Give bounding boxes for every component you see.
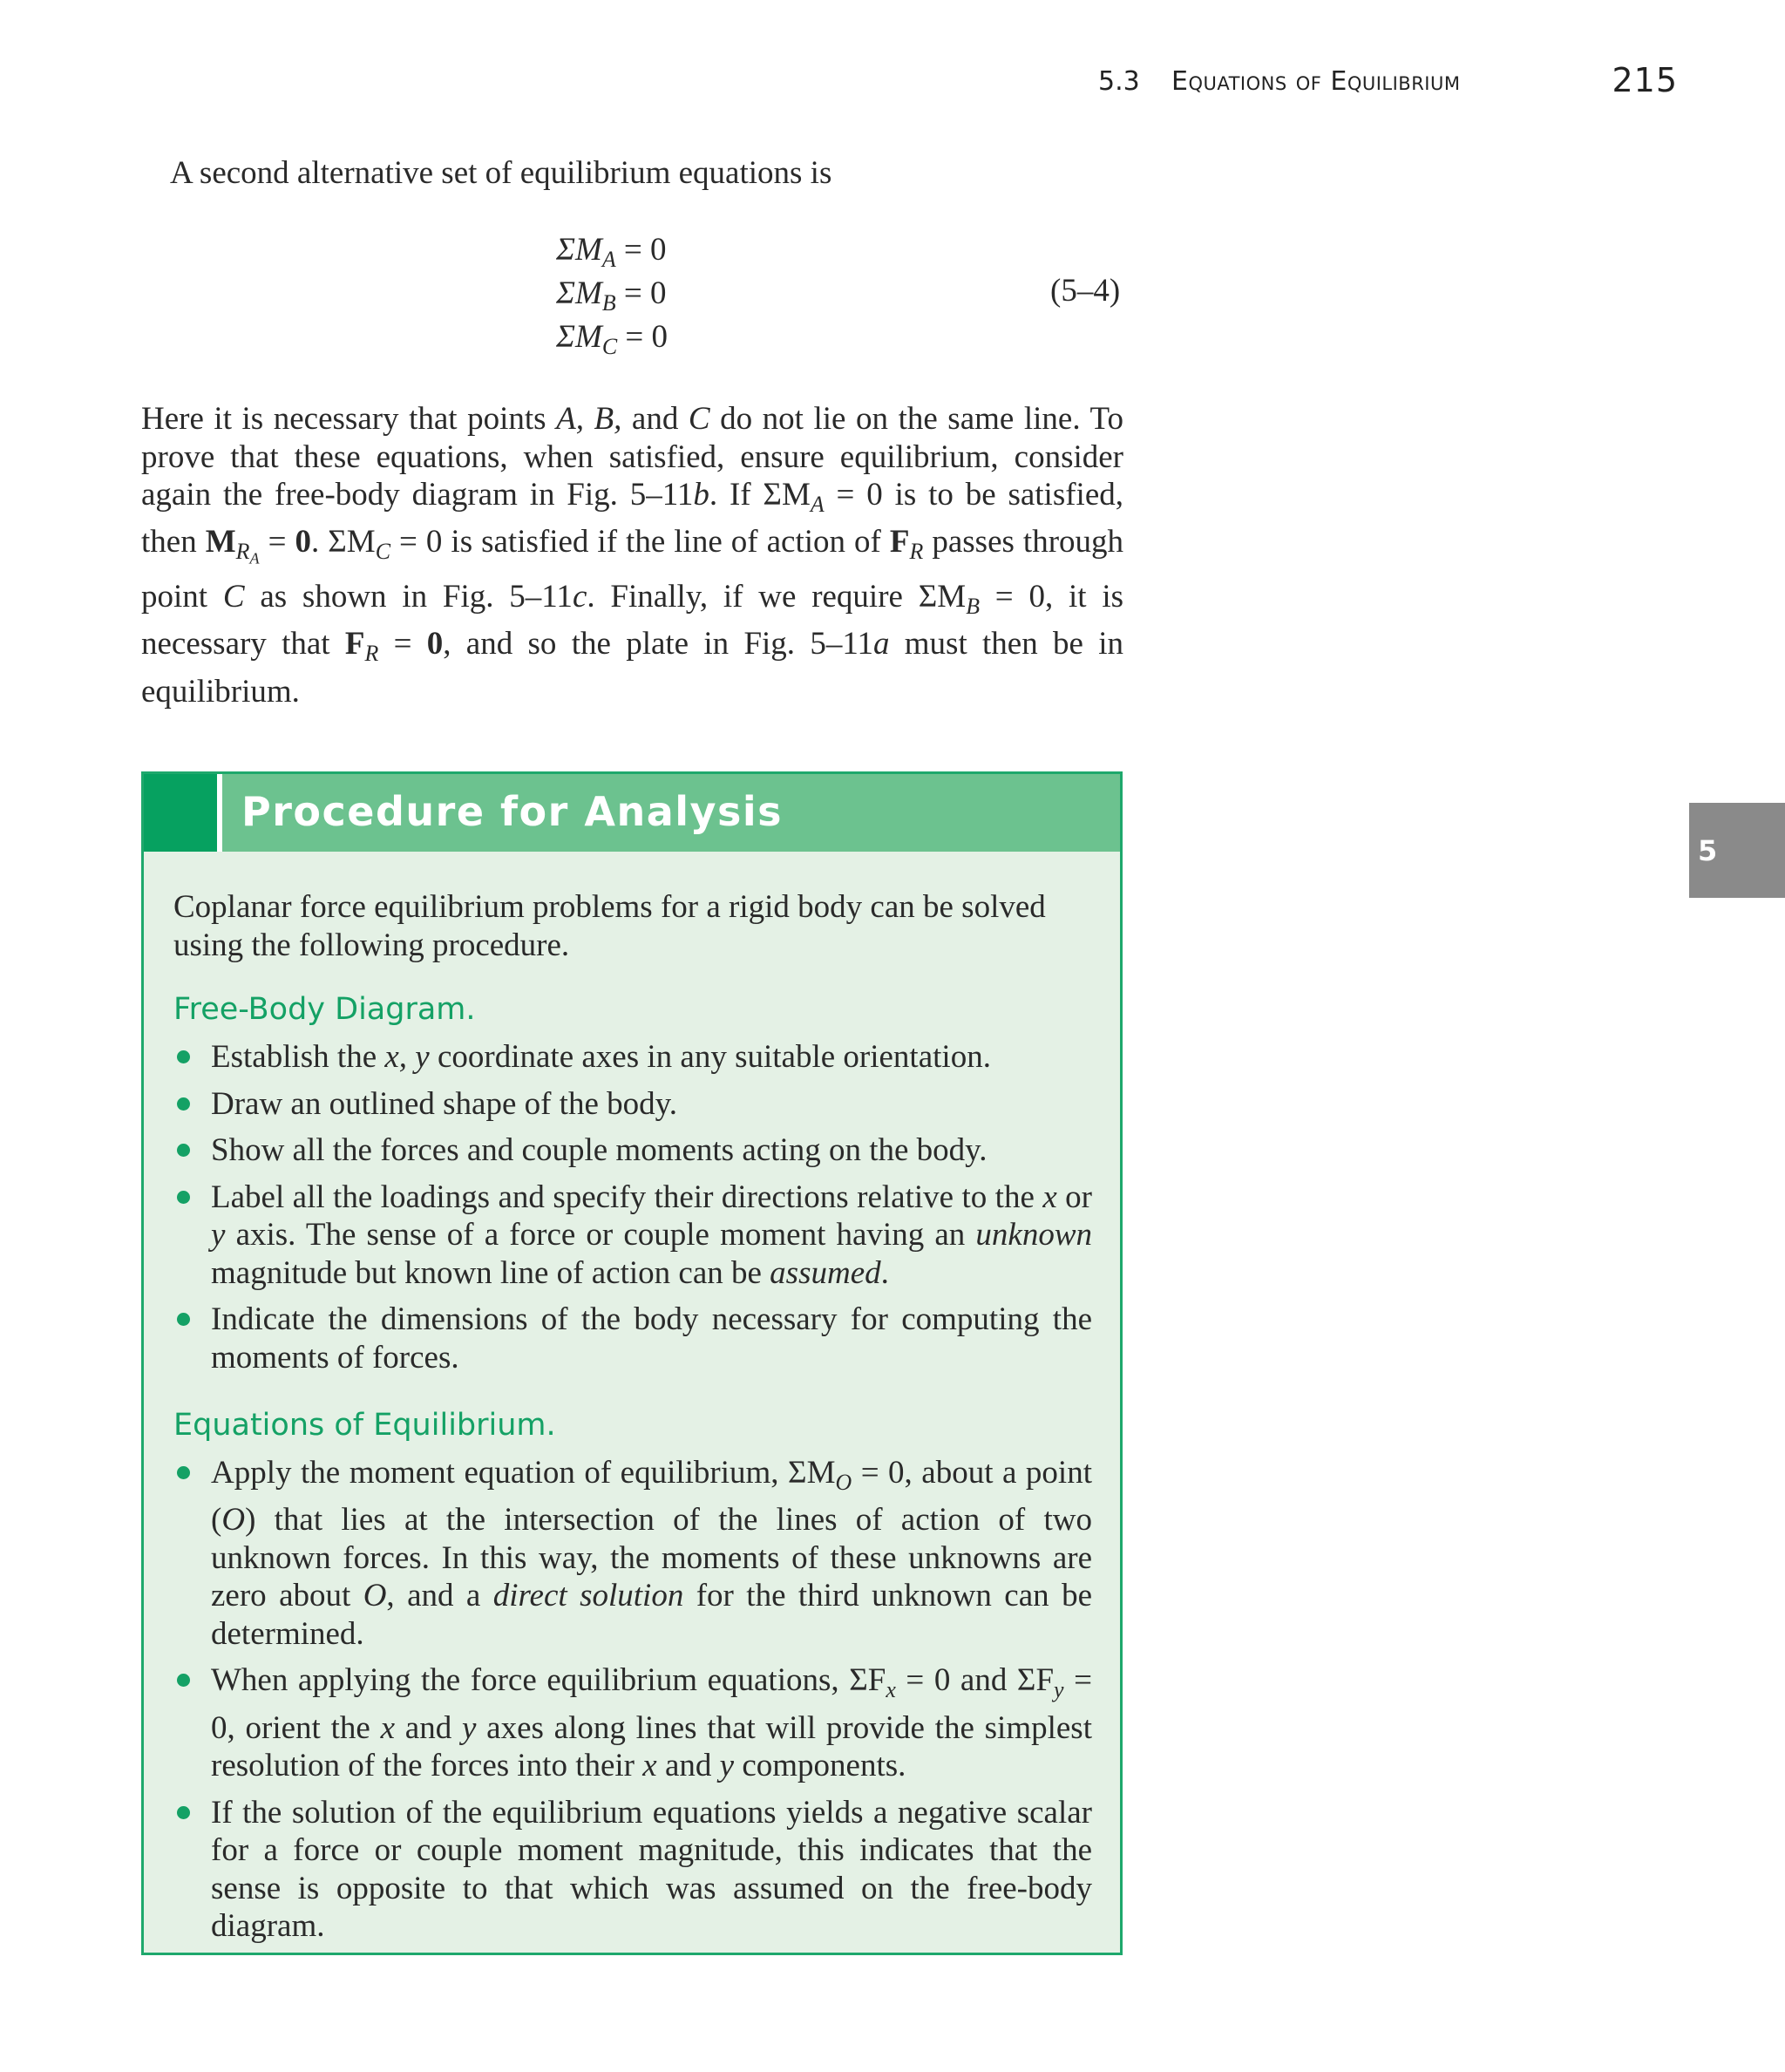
bullet-icon bbox=[177, 1313, 190, 1326]
list-item: Draw an outlined shape of the body. bbox=[173, 1085, 1092, 1124]
bullet-icon bbox=[177, 1050, 190, 1063]
list-item: Establish the x, y coordinate axes in any suitable orientation. bbox=[173, 1038, 1092, 1077]
bullet-icon bbox=[177, 1097, 190, 1111]
header-separator bbox=[217, 774, 222, 852]
equation-number: (5–4) bbox=[1050, 273, 1121, 309]
equation-sum-ma: $\Sigma M_A = 0$ bbox=[556, 232, 667, 272]
list-item: Label all the loadings and specify their directions relative to the x or y axis. The sense of a force or couple moment having an unknown magnitude but known line of action can be assumed. bbox=[173, 1179, 1092, 1293]
bullet-icon bbox=[177, 1144, 190, 1157]
equations-list bbox=[173, 1454, 1092, 1954]
equation-sum-mb: $\Sigma M_B = 0$ bbox=[556, 275, 667, 316]
section-title: Equations of Equilibrium bbox=[1171, 66, 1461, 97]
procedure-title: Procedure for Analysis bbox=[241, 788, 784, 835]
running-header bbox=[1098, 61, 1678, 105]
fbd-list bbox=[173, 1038, 1092, 1385]
equation-sum-mc: $\Sigma M_C = 0$ bbox=[556, 319, 668, 359]
equation-set bbox=[556, 228, 818, 359]
body-paragraph: Here it is necessary that points A, B, and C do not lie on the same line. To prove that these equations, when satisfied, ensure equilibrium, consider again the free-body diagram in Fig. 5–11b. If $\Sigma M_A = 0$ is to be satisfied, then $M_{R_A} = 0$. $\Sigma M_C = 0$ is satisfied if the line of action of $F_R$ passes through point C as shown in Fig. 5–11c. Finally, if we require $\Sigma M_B = 0$, it is necessary that $F_R = 0$, and so the plate in Fig. 5–11a must then be in equilibrium. bbox=[141, 401, 1124, 710]
list-item: Indicate the dimensions of the body necessary for computing the moments of forces. bbox=[173, 1301, 1092, 1376]
bullet-icon bbox=[177, 1806, 190, 1819]
chapter-tab: 5 bbox=[1689, 803, 1785, 898]
procedure-box-header bbox=[144, 774, 1120, 852]
list-item: If the solution of the equilibrium equations yields a negative scalar for a force or couple moment magnitude, this indicates that the sense is opposite to that which was assumed on the free-body diagram. bbox=[173, 1794, 1092, 1946]
list-item: Apply the moment equation of equilibrium, $\Sigma M_O = 0$, about a point (O) that lies at the intersection of the lines of action of two unknown forces. In this way, the moments of these unknowns are zero about O, and a direct solution for the third unknown can be determined. bbox=[173, 1454, 1092, 1653]
section-number: 5.3 bbox=[1098, 66, 1140, 97]
intro-text: A second alternative set of equilibrium equations is bbox=[170, 155, 832, 191]
procedure-intro: Coplanar force equilibrium problems for a rigid body can be solved using the following procedure. bbox=[173, 889, 1046, 963]
page-number: 215 bbox=[1612, 61, 1678, 99]
equations-heading: Equations of Equilibrium. bbox=[173, 1408, 556, 1443]
bullet-icon bbox=[177, 1674, 190, 1687]
bullet-icon bbox=[177, 1466, 190, 1479]
header-accent bbox=[144, 774, 217, 852]
list-item: When applying the force equilibrium equations, $\Sigma F_x = 0$ and $\Sigma F_y = 0$, orient the x and y axes along lines that will provide the simplest resolution of the forces into their x and y components. bbox=[173, 1661, 1092, 1784]
list-item: Show all the forces and couple moments acting on the body. bbox=[173, 1131, 1092, 1170]
fbd-heading: Free-Body Diagram. bbox=[173, 992, 476, 1027]
bullet-icon bbox=[177, 1191, 190, 1204]
procedure-box bbox=[141, 771, 1123, 1955]
